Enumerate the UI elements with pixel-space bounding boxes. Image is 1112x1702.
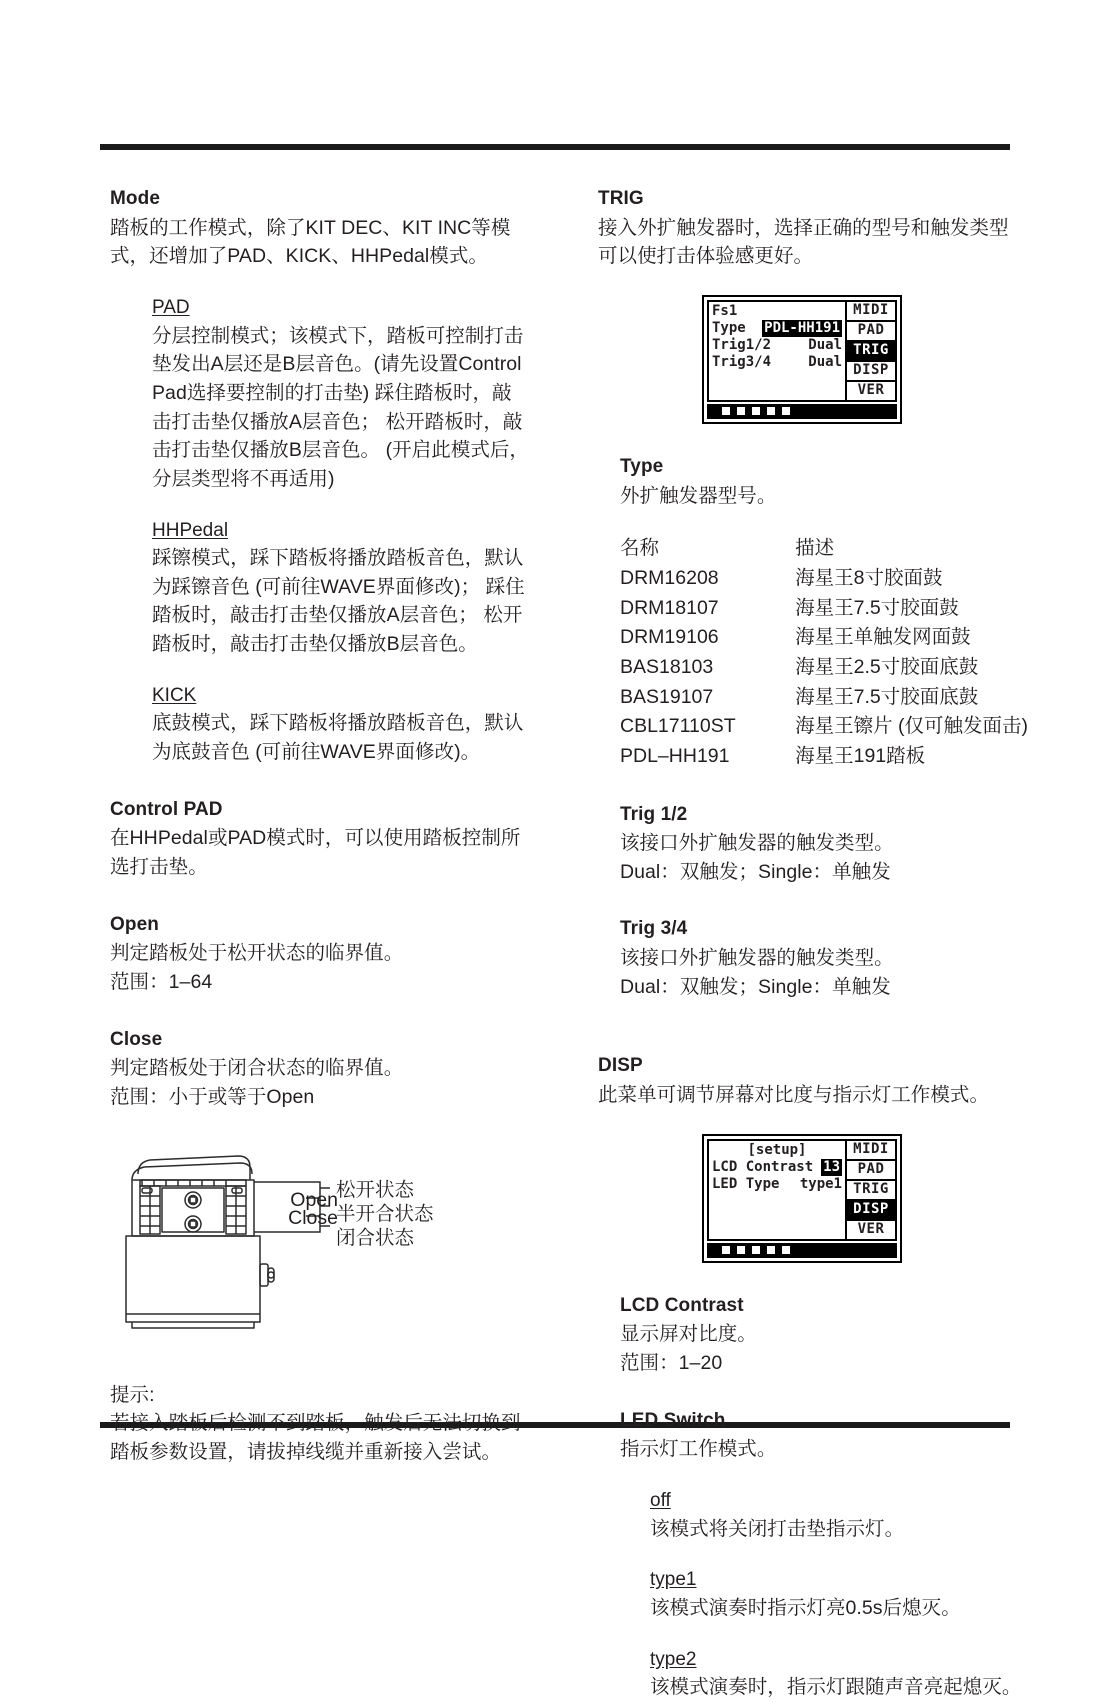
section-body-type: 外扩触发器型号。 (620, 484, 777, 507)
tip-body: 若接入踏板后检测不到踏板，触发后无法切换到踏板参数设置，请拔掉线缆并重新接入尝试。 (110, 1412, 521, 1463)
subsection-heading-hhpedal: HHPedal (152, 519, 229, 541)
section-body-control-pad: 在HHPedal或PAD模式时，可以使用踏板控制所选打击垫。 (110, 827, 521, 879)
section-disp (598, 1053, 1028, 1109)
table-row (620, 742, 1028, 772)
lcd-page-dot (781, 406, 791, 416)
section-body-trig: 接入外扩触发器时，选择正确的型号和触发类型可以使打击体验感更好。 (598, 216, 1009, 268)
lcd-trig-title: Fs1 (712, 302, 738, 319)
lcd-trig-body (707, 300, 897, 402)
pedal-illustration-svg (120, 1136, 490, 1336)
lcd-disp-body (707, 1139, 897, 1241)
section-led-type2 (650, 1647, 1028, 1702)
subsection-body-pad: 分层控制模式；该模式下，踏板可控制打击垫发出A层还是B层音色。(请先设置Control Pad选择要控制的打击垫) 踩住踏板时，敲击打击垫仅播放A层音色； 松开踏板时，敲击打击垫仅播放B层音色。 (开启此模式后，分层类型将不再适用) (152, 324, 529, 490)
subsection-heading-led-type1: type1 (650, 1569, 697, 1591)
subsection-body-hhpedal: 踩镲模式，踩下踏板将播放踏板音色，默认为踩镲音色 (可前往WAVE界面修改)； 踩住踏板时，敲击打击垫仅播放A层音色； 松开踏板时，敲击打击垫仅播放B层音色。 (152, 547, 525, 656)
lcd-trig-label-type[interactable]: Type (712, 319, 746, 336)
section-heading-close: Close (110, 1028, 163, 1050)
table-cell-name: DRM16208 (620, 566, 719, 589)
section-body-lcd-contrast: 显示屏对比度。 (620, 1323, 757, 1346)
lcd-page-dot (736, 1245, 746, 1255)
lcd-trig-row-trig12 (712, 337, 842, 354)
left-column (110, 186, 530, 1467)
table-cell-name: BAS19107 (620, 685, 714, 708)
lcd-screen-trig (702, 295, 902, 424)
section-type (620, 454, 1028, 510)
lcd-screen-disp (702, 1134, 902, 1263)
section-heading-mode: Mode (110, 188, 161, 209)
figure-label-open: Open (290, 1188, 338, 1211)
table-cell-desc: 海星王2.5寸胶面底鼓 (795, 655, 979, 678)
right-column (598, 186, 1028, 1702)
lcd-page-dot (751, 406, 761, 416)
section-body-mode: 踏板的工作模式，除了KIT DEC、KIT INC等模式，还增加了PAD、KICK、HHPedal模式。 (110, 216, 511, 268)
section-heading-trig12: Trig 1/2 (620, 803, 688, 825)
lcd-trig-menu-disp[interactable]: DISP (845, 360, 897, 380)
section-led-off (650, 1488, 1028, 1543)
section-trig (598, 186, 1028, 271)
section-tip (110, 1381, 530, 1467)
lcd-page-dot (736, 406, 746, 416)
table-header-row (620, 534, 1028, 564)
subsection-body-led-off: 该模式将关闭打击垫指示灯。 (650, 1517, 905, 1540)
section-heading-lcd-contrast: LCD Contrast (620, 1294, 744, 1316)
lcd-disp-main (707, 1139, 845, 1241)
tip-heading: 提示: (110, 1383, 155, 1406)
model-table (620, 534, 1028, 771)
lcd-trig-menu (845, 300, 897, 402)
lcd-trig-value-type[interactable]: PDL-HH191 (764, 319, 840, 336)
table-row (620, 594, 1028, 624)
section-detail-trig34: Dual：双触发；Single：单触发 (620, 975, 891, 998)
table-cell-desc: 海星王单触发网面鼓 (795, 626, 971, 649)
lcd-page-dot (721, 406, 731, 416)
table-cell-name: CBL17110ST (620, 715, 736, 738)
table-cell-desc: 海星王7.5寸胶面鼓 (795, 596, 959, 619)
section-heading-disp: DISP (598, 1055, 643, 1077)
lcd-disp-menu-ver[interactable]: VER (845, 1219, 897, 1241)
section-heading-type: Type (620, 455, 664, 477)
lcd-trig-main (707, 300, 845, 402)
lcd-disp-row-contrast (712, 1159, 842, 1176)
figure-state-released: 松开状态 (336, 1178, 415, 1201)
table-cell-name: DRM18107 (620, 596, 719, 619)
section-heading-open: Open (110, 913, 159, 935)
lcd-page-dot (766, 406, 776, 416)
table-cell-desc: 海星王8寸胶面鼓 (795, 566, 943, 589)
lcd-page-dot (766, 1245, 776, 1255)
lcd-trig-value-trig34[interactable]: Dual (808, 353, 842, 370)
lcd-disp-title: [setup] (747, 1141, 807, 1158)
section-hhpedal (152, 518, 530, 659)
lcd-page-dot (781, 1245, 791, 1255)
section-kick (152, 683, 530, 767)
table-cell-name: DRM19106 (620, 626, 719, 649)
lcd-disp-title-row (712, 1142, 842, 1159)
lcd-trig-label-trig12[interactable]: Trig1/2 (712, 336, 772, 353)
lcd-disp-footer (707, 1243, 897, 1258)
section-trig12 (620, 802, 1028, 887)
section-body-trig12: 该接口外扩触发器的触发类型。 (620, 832, 894, 855)
table-cell-name: PDL–HH191 (620, 744, 730, 767)
lcd-trig-menu-pad[interactable]: PAD (845, 320, 897, 340)
section-pad (152, 295, 530, 494)
lcd-trig-row-trig34 (712, 354, 842, 371)
section-heading-trig34: Trig 3/4 (620, 918, 688, 940)
section-open (110, 912, 530, 997)
lcd-disp-menu-pad[interactable]: PAD (845, 1159, 897, 1179)
subsection-heading-led-type2: type2 (650, 1648, 697, 1670)
lcd-disp-menu-midi[interactable]: MIDI (845, 1139, 897, 1159)
section-detail-trig12: Dual：双触发；Single：单触发 (620, 860, 891, 883)
figure-state-closed: 闭合状态 (336, 1226, 415, 1249)
lcd-disp-menu-disp[interactable]: DISP (845, 1199, 897, 1219)
lcd-disp-row-ledtype (712, 1176, 842, 1193)
lcd-trig-title-row (712, 303, 842, 320)
section-body-close: 判定踏板处于闭合状态的临界值。 (110, 1057, 404, 1080)
section-led-type1 (650, 1567, 1028, 1622)
subsection-heading-kick: KICK (152, 684, 197, 706)
lcd-disp-value-ledtype[interactable]: type1 (799, 1175, 842, 1192)
table-cell-name: BAS18103 (620, 655, 714, 678)
lcd-page-dot (721, 1245, 731, 1255)
figure-label-close: Close (288, 1206, 338, 1229)
lcd-disp-blank-row (712, 1193, 842, 1210)
section-range-open: 范围：1–64 (110, 971, 213, 993)
section-mode (110, 186, 530, 271)
subsection-body-led-type2: 该模式演奏时，指示灯跟随声音亮起熄灭。 (650, 1676, 1022, 1699)
subsection-heading-pad: PAD (152, 296, 190, 318)
table-row (620, 623, 1028, 653)
section-body-open: 判定踏板处于松开状态的临界值。 (110, 942, 404, 965)
pedal-diagram (120, 1136, 530, 1341)
section-close (110, 1027, 530, 1112)
section-led-switch (620, 1408, 1028, 1464)
lcd-disp-label-contrast[interactable]: LCD Contrast (712, 1158, 814, 1175)
section-trig34 (620, 916, 1028, 1001)
section-body-trig34: 该接口外扩触发器的触发类型。 (620, 947, 894, 970)
section-range-lcd-contrast: 范围：1–20 (620, 1352, 723, 1374)
header-rule (100, 144, 1010, 150)
table-row (620, 683, 1028, 713)
lcd-disp-value-contrast[interactable]: 13 (823, 1158, 840, 1175)
table-cell-desc: 海星王191踏板 (795, 744, 926, 767)
section-body-disp: 此菜单可调节屏幕对比度与指示灯工作模式。 (598, 1084, 990, 1107)
table-row (620, 564, 1028, 594)
subsection-body-led-type1: 该模式演奏时指示灯亮0.5s后熄灭。 (650, 1596, 961, 1619)
subsection-heading-led-off: off (650, 1489, 671, 1511)
table-cell-desc: 海星王镲片 (仅可触发面击) (795, 715, 1028, 738)
lcd-trig-menu-midi[interactable]: MIDI (845, 300, 897, 320)
section-heading-led-switch: LED Switch (620, 1409, 726, 1431)
table-cell-desc: 海星王7.5寸胶面底鼓 (795, 685, 979, 708)
section-control-pad (110, 797, 530, 882)
lcd-trig-value-trig12[interactable]: Dual (808, 336, 842, 353)
section-heading-control-pad: Control PAD (110, 798, 223, 820)
table-header-desc: 描述 (795, 537, 835, 560)
lcd-trig-footer (707, 404, 897, 419)
section-range-close: 范围：小于或等于Open (110, 1085, 315, 1108)
figure-state-half: 半开合状态 (336, 1202, 434, 1225)
section-heading-trig: TRIG (598, 188, 644, 209)
table-header-name: 名称 (620, 537, 660, 560)
lcd-trig-menu-ver[interactable]: VER (845, 380, 897, 402)
section-body-led-switch: 指示灯工作模式。 (620, 1438, 777, 1461)
table-row (620, 712, 1028, 742)
lcd-page-dot (751, 1245, 761, 1255)
table-row (620, 653, 1028, 683)
lcd-disp-menu-trig[interactable]: TRIG (845, 1179, 897, 1199)
lcd-trig-row-type (712, 320, 842, 337)
lcd-trig-menu-trig[interactable]: TRIG (845, 340, 897, 360)
section-lcd-contrast (620, 1293, 1028, 1378)
lcd-disp-label-ledtype[interactable]: LED Type (712, 1175, 780, 1192)
lcd-trig-label-trig34[interactable]: Trig3/4 (712, 353, 772, 370)
subsection-body-kick: 底鼓模式，踩下踏板将播放踏板音色，默认为底鼓音色 (可前往WAVE界面修改)。 (152, 712, 524, 764)
lcd-disp-menu (845, 1139, 897, 1241)
